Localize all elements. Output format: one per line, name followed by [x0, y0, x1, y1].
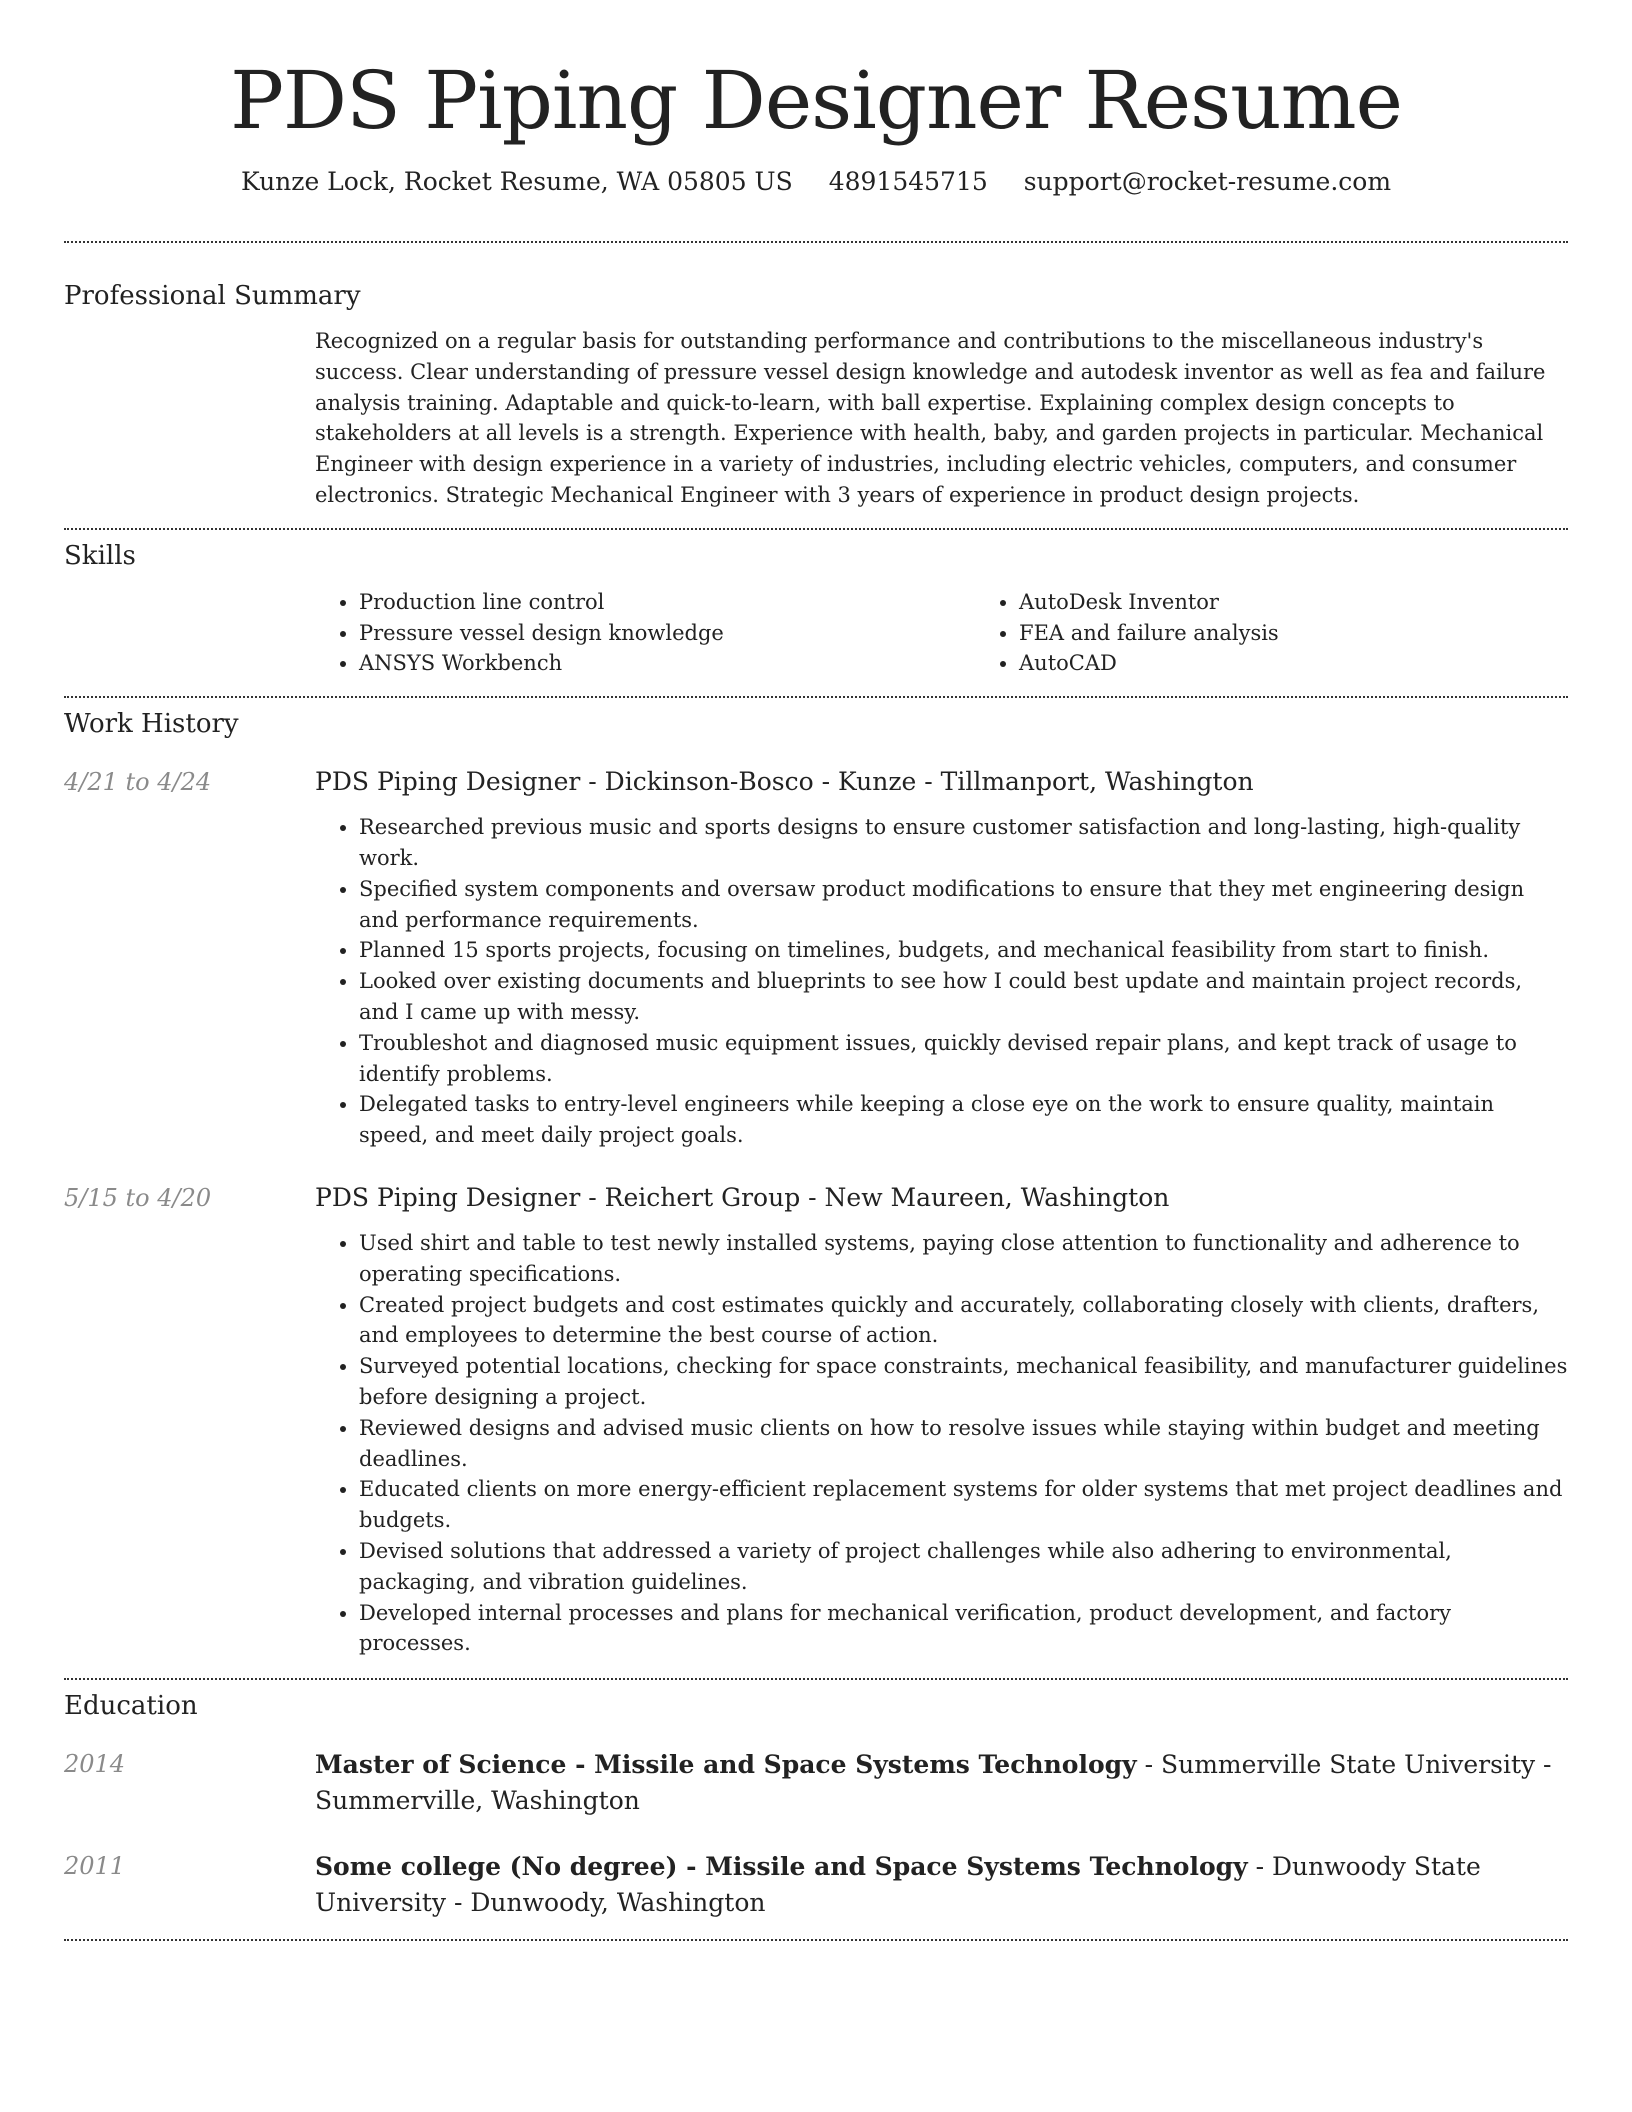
- summary-section: [64, 279, 1568, 511]
- section-heading-education: Education: [64, 1691, 198, 1722]
- divider: [64, 528, 1568, 530]
- summary-text: Recognized on a regular basis for outstanding performance and contributions to the miscellaneous industry's success. Clear understanding of pressure vessel design knowledge and autodesk inventor as well as fea and failure analysis training. Adaptable and quick-to-learn, with ball expertise. Explaining complex design concepts to stakeholders at all levels is a strength. Experience with health, baby, and garden projects in particular. Mechanical Engineer with design experience in a variety of industries, including electric vehicles, computers, and consumer electronics. Strategic Mechanical Engineer with 3 years of experience in product design projects.: [315, 329, 1546, 507]
- job-bullet: • Devised solutions that addressed a variety of project challenges while also adhering to environmental, packaging, and vibration guidelines.: [359, 1536, 1568, 1598]
- education-entry: [64, 1747, 1568, 1819]
- education-degree: Master of Science - Missile and Space Systems Technology: [315, 1750, 1137, 1780]
- skill-item: • AutoCAD: [1019, 648, 1632, 679]
- section-heading-work: Work History: [64, 709, 239, 740]
- job-bullets: [315, 812, 1568, 1151]
- job-bullet: • Specified system components and oversaw product modifications to ensure that they met engineering design and performance requirements.: [359, 874, 1568, 936]
- education-school: - Dunwoody State University - Dunwoody, Washington: [315, 1852, 1481, 1918]
- job-bullet: • Reviewed designs and advised music clients on how to resolve issues while staying within budget and meeting deadlines.: [359, 1413, 1568, 1475]
- job-bullet: • Educated clients on more energy-efficient replacement systems for older systems that met project deadlines and budgets.: [359, 1474, 1568, 1536]
- job-bullet: • Delegated tasks to entry-level engineers while keeping a close eye on the work to ensure quality, maintain speed, and meet daily project goals.: [359, 1089, 1568, 1151]
- education-entry: [64, 1849, 1568, 1921]
- divider: [64, 696, 1568, 698]
- contact-address: Kunze Lock, Rocket Resume, WA 05805 US: [240, 167, 793, 196]
- job-dates: 4/21 to 4/24: [64, 768, 212, 797]
- job-title: PDS Piping Designer - Dickinson-Bosco - Kunze - Tillmanport, Washington: [315, 767, 1254, 797]
- education-school: - Summerville State University - Summerville, Washington: [315, 1750, 1552, 1816]
- skills-section: [64, 539, 1568, 679]
- job-bullet: • Created project budgets and cost estimates quickly and accurately, collaborating closely with clients, drafters, and employees to determine the best course of action.: [359, 1290, 1568, 1352]
- education-year: 2011: [64, 1852, 126, 1881]
- education-section: [64, 1689, 1568, 1921]
- skill-item: • Production line control: [359, 587, 975, 618]
- divider: [64, 1939, 1568, 1941]
- section-heading-summary: Professional Summary: [64, 281, 361, 311]
- skill-item: • ANSYS Workbench: [359, 648, 975, 679]
- job-bullet: • Surveyed potential locations, checking for space constraints, mechanical feasibility, and manufacturer guidelines before designing a project.: [359, 1351, 1568, 1413]
- education-degree: Some college (No degree) - Missile and Space Systems Technology: [315, 1852, 1248, 1882]
- job-bullet: • Planned 15 sports projects, focusing on timelines, budgets, and mechanical feasibility from start to finish.: [359, 935, 1568, 966]
- job-bullet: • Researched previous music and sports designs to ensure customer satisfaction and long-lasting, high-quality work.: [359, 812, 1568, 874]
- contact-email: support@rocket-resume.com: [1023, 167, 1392, 196]
- section-heading-skills: Skills: [64, 540, 136, 571]
- job-bullets: [315, 1228, 1568, 1659]
- job-dates: 5/15 to 4/20: [64, 1183, 212, 1212]
- skill-item: • FEA and failure analysis: [1019, 618, 1632, 649]
- job-entry: [64, 1181, 1568, 1659]
- skills-list-left: [315, 587, 975, 679]
- job-bullet: • Troubleshot and diagnosed music equipment issues, quickly devised repair plans, and kept track of usage to identify problems.: [359, 1028, 1568, 1090]
- contact-line: [64, 165, 1568, 199]
- skill-item: • AutoDesk Inventor: [1019, 587, 1632, 618]
- job-bullet: • Looked over existing documents and blueprints to see how I could best update and maintain project records, and I came up with messy.: [359, 966, 1568, 1028]
- divider: [64, 1678, 1568, 1680]
- contact-phone: 4891545715: [828, 167, 988, 196]
- education-year: 2014: [64, 1750, 126, 1779]
- job-bullet: • Used shirt and table to test newly installed systems, paying close attention to functionality and adherence to operating specifications.: [359, 1228, 1568, 1290]
- resume-title: PDS Piping Designer Resume: [230, 54, 1402, 147]
- divider: [64, 241, 1568, 243]
- skill-item: • Pressure vessel design knowledge: [359, 618, 975, 649]
- job-title: PDS Piping Designer - Reichert Group - New Maureen, Washington: [315, 1182, 1170, 1212]
- work-history-section: [64, 707, 1568, 1659]
- job-entry: [64, 765, 1568, 1151]
- skills-list-right: [975, 587, 1632, 679]
- job-bullet: • Developed internal processes and plans for mechanical verification, product development, and factory processes.: [359, 1598, 1568, 1660]
